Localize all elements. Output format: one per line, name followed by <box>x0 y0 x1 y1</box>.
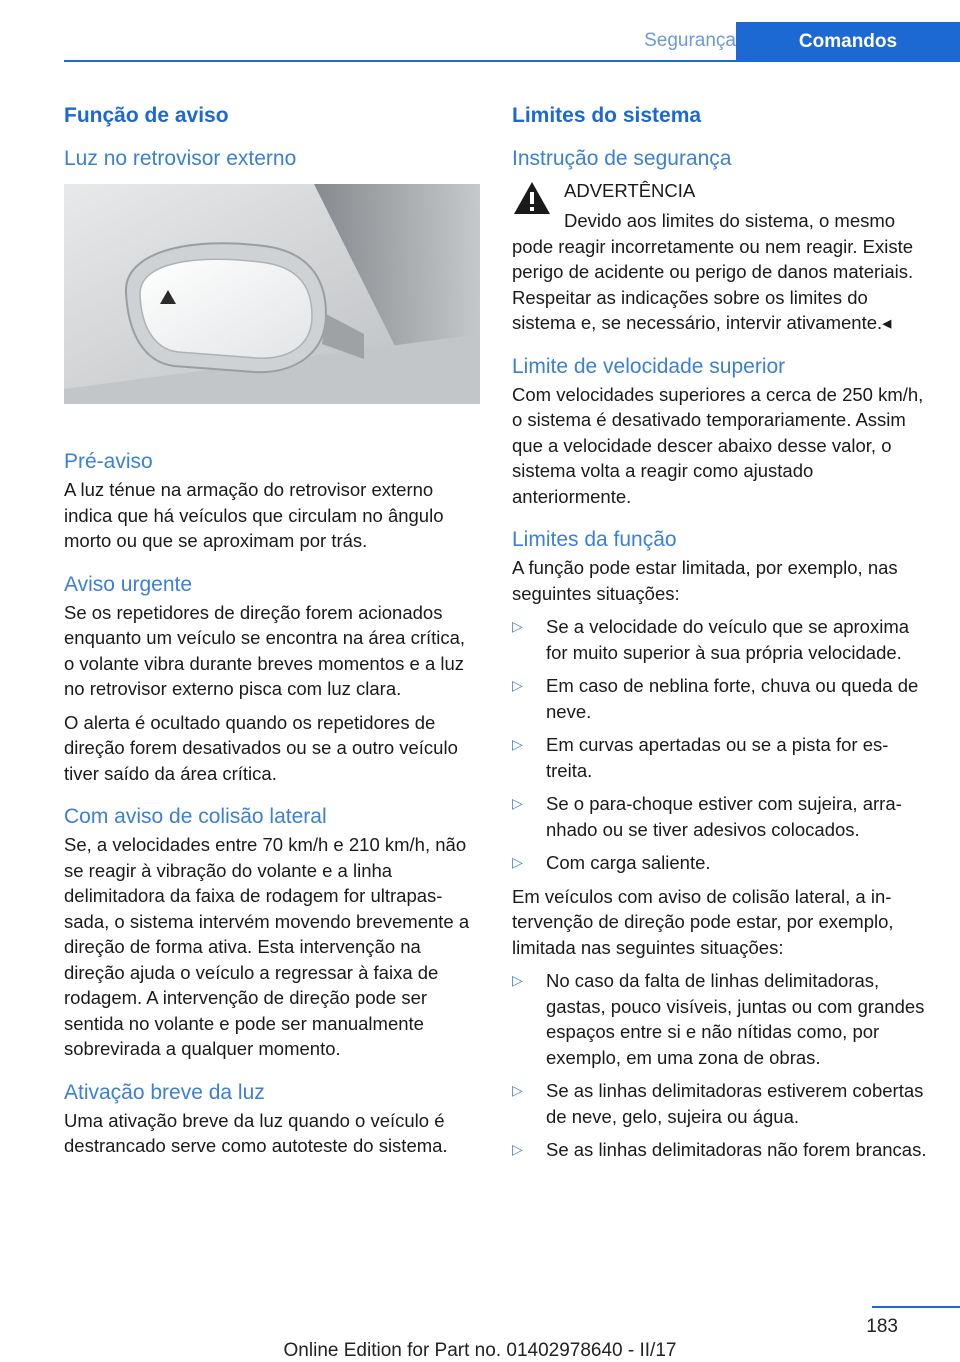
funcao-intro: A função pode estar limitada, por exemplo, nas seguintes situações: <box>512 557 898 604</box>
warning-label: ADVERTÊNCIA <box>564 180 696 201</box>
colisao-lateral-text: Se, a velocidades entre 70 km/h e 210 km/h, não se reagir à vibração do volante e a linha delimitadora da faixa de rodagem for ultrapassada, o sistema intervém movendo brevemente a direção de forma ativa. Esta intervenção na direção ajuda o veículo a regressar à faixa de rodagem. A intervenção de direção pode ser sentida no volante e pode ser manualmente sobrevirada a qualquer momento. <box>64 834 470 1059</box>
list-item: ▷ Em curvas apertadas ou se a pista for estreita. <box>512 734 889 781</box>
pre-aviso-heading: Pré-aviso <box>64 450 153 473</box>
header-section-label: Segurança <box>644 30 736 51</box>
list-item: ▷ Se o para-choque estiver com sujeira, arranhado ou se tiver adesivos colocados. <box>512 793 902 840</box>
edition-footer: Online Edition for Part no. 01402978640 - II/17 <box>283 1340 677 1361</box>
list-item: ▷ Se a velocidade do veículo que se aproxima for muito superior à sua própria velocidade. <box>512 616 910 663</box>
footer-rule <box>872 1306 960 1308</box>
right-column <box>512 96 928 1171</box>
triangle-bullet-icon: ▷ <box>512 618 523 634</box>
funcao-list <box>512 614 928 876</box>
page-number: 183 <box>866 1316 898 1337</box>
section-subtitle: Instrução de segurança <box>512 147 732 170</box>
list-item: ▷ Se as linhas delimitadoras não forem brancas. <box>512 1137 928 1163</box>
triangle-bullet-icon: ▷ <box>512 795 523 811</box>
triangle-bullet-icon: ▷ <box>512 1082 523 1098</box>
triangle-bullet-icon: ▷ <box>512 677 523 693</box>
triangle-bullet-icon: ▷ <box>512 736 523 752</box>
header-chapter-tab: Comandos <box>736 22 960 62</box>
ativacao-text: Uma ativação breve da luz quando o veículo é destrancado serve como autoteste do sistema. <box>64 1109 448 1156</box>
triangle-bullet-icon: ▷ <box>512 854 523 870</box>
section-subtitle: Luz no retrovisor externo <box>64 147 297 170</box>
list-item: ▷ No caso da falta de linhas delimitadoras, gastas, pouco visíveis, juntas ou com grandes espaços entre si e não nítidas como, por exemplo, em uma zona de obras. <box>512 970 925 1068</box>
funcao-list-2 <box>512 968 928 1163</box>
funcao-intro-2: Em veículos com aviso de colisão lateral, a intervenção de direção pode estar, por exemplo, limitada nas seguintes situações: <box>512 885 894 958</box>
funcao-heading: Limites da função <box>512 528 677 551</box>
left-column <box>64 96 480 1167</box>
pre-aviso-text: A luz ténue na armação do retrovisor externo indica que há veículos que circulam no ângulo morto ou que se aproximam por trás. <box>64 479 444 551</box>
velocidade-heading: Limite de velocidade superior <box>512 354 786 378</box>
mirror-illustration <box>64 184 480 404</box>
aviso-urgente-heading: Aviso urgente <box>64 572 193 596</box>
velocidade-text: Com velocidades superiores a cerca de 250 km/h, o sistema é desativado temporariamente. Assim que a velocidade descer abaixo desse valor, o sistema volta a reagir como ajustado anteriormente. <box>512 383 924 507</box>
list-item: ▷ Com carga saliente. <box>512 850 928 876</box>
list-item: ▷ Em caso de neblina forte, chuva ou queda de neve. <box>512 675 919 722</box>
ativacao-heading: Ativação breve da luz <box>64 1080 265 1104</box>
warning-text: Devido aos limites do sistema, o mesmo pode reagir incorretamente ou nem reagir. Existe perigo de acidente ou perigo de danos materiais. Respeitar as indicações sobre os limites do sistema e, se necessário, intervir ativamente.◂ <box>512 210 914 333</box>
section-title: Função de aviso <box>64 104 229 127</box>
colisao-lateral-heading: Com aviso de colisão lateral <box>64 805 327 828</box>
warning-block <box>512 178 928 336</box>
list-item: ▷ Se as linhas delimitadoras estiverem cobertas de neve, gelo, sujeira ou água. <box>512 1080 924 1127</box>
section-title: Limites do sistema <box>512 104 702 127</box>
header-rule <box>64 60 960 62</box>
aviso-urgente-text-2: O alerta é ocultado quando os repetidores de direção forem desativados ou se a outro veículo tiver saído da área crítica. <box>64 711 458 784</box>
aviso-urgente-text-1: Se os repetidores de direção forem acionados enquanto um veículo se encontra na área crítica, o volante vibra durante breves momentos e a luz no retrovisor externo pisca com luz clara. <box>64 601 466 699</box>
triangle-bullet-icon: ▷ <box>512 972 523 988</box>
triangle-bullet-icon: ▷ <box>512 1141 523 1157</box>
warning-triangle-icon <box>512 180 552 216</box>
